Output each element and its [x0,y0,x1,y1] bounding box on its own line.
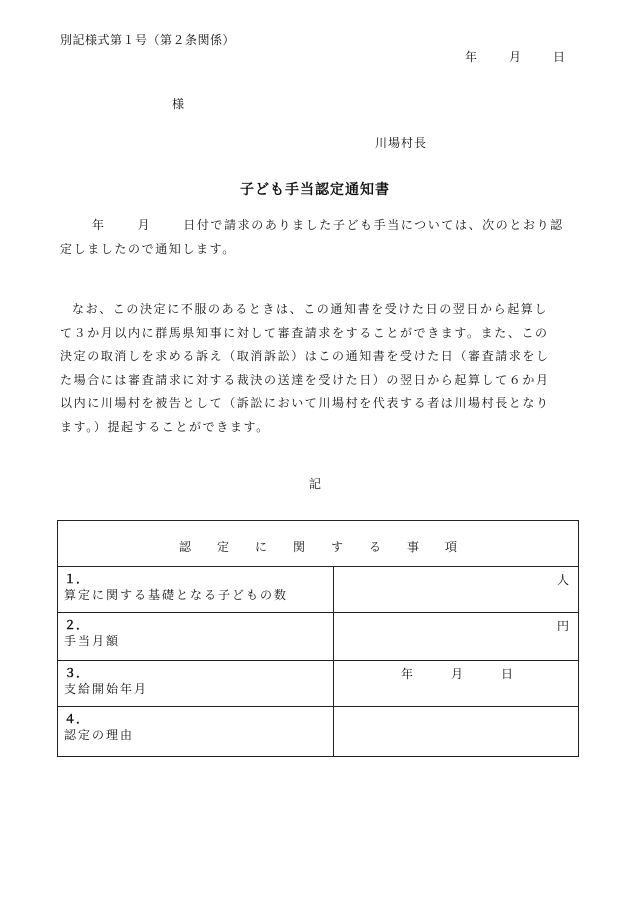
row-label: 算定に関する基礎となる子どもの数 [64,588,289,602]
form-number: 別記様式第１号（第２条関係） [60,33,236,47]
notice-line-1 [60,214,570,238]
certification-table [57,520,579,757]
table-header-row [58,521,578,567]
table-header-label: 認定に関する事項 [178,540,483,554]
table-row-child-count [58,567,578,613]
row-label: 認定の理由 [64,728,135,742]
date-year-label: 年 [465,50,478,64]
row-number: ３． [64,666,89,680]
table-row-label-cell [58,707,334,756]
notice-line-1-text: 日付で請求のありました子ども手当については、次のとおり認 [183,218,564,232]
issue-date [465,48,565,65]
appeal-line: 以内に川場村を被告として（訴訟において川場村を代表する者は川場村長となり [60,396,550,410]
table-row-label-cell [58,613,334,660]
appeal-line: て３か月以内に群馬県知事に対して審査請求をすることができます。また、この [60,325,549,340]
row-label: 手当月額 [64,634,121,648]
ki-heading: 記 [308,477,321,491]
notice-date-month: 月 [137,218,152,232]
issuer-name: 川場村長 [375,136,428,150]
start-year-label: 年 [401,667,414,681]
date-day-label: 日 [553,50,566,64]
table-row-reason [58,707,578,756]
notice-paragraph [60,214,570,261]
appeal-paragraph [60,298,570,439]
start-day-label: 日 [501,667,514,681]
notice-date-year: 年 [92,218,106,232]
table-row-start-month [58,661,578,707]
row-number: ２． [64,618,89,632]
row-unit: 円 [556,619,569,633]
document-title: 子ども手当認定通知書 [240,182,390,198]
row-number: １． [64,572,89,586]
appeal-line: 決定の取消しを求める訴え（取消訴訟）はこの通知書を受けた日（審査請求をし [60,349,550,363]
appeal-line: なお、この決定に不服のあるときは、この通知書を受けた日の翌日から起算し [72,302,549,316]
row-label: 支給開始年月 [64,682,149,696]
table-row-label-cell [58,567,334,612]
addressee-honorific: 様 [172,97,185,111]
start-date-fields [401,665,513,682]
notice-line-2: 定しましたので通知します。 [60,241,236,256]
row-unit: 人 [556,573,569,587]
appeal-line: ます。）提起することができます。 [60,419,270,434]
row-number: ４． [64,712,89,726]
table-row-monthly-amount [58,613,578,661]
date-month-label: 月 [509,50,522,64]
appeal-line: た場合には審査請求に対する裁決の送達を受けた日）の翌日から起算して６か月 [60,372,550,387]
start-month-label: 月 [451,667,464,681]
table-row-label-cell [58,661,334,706]
